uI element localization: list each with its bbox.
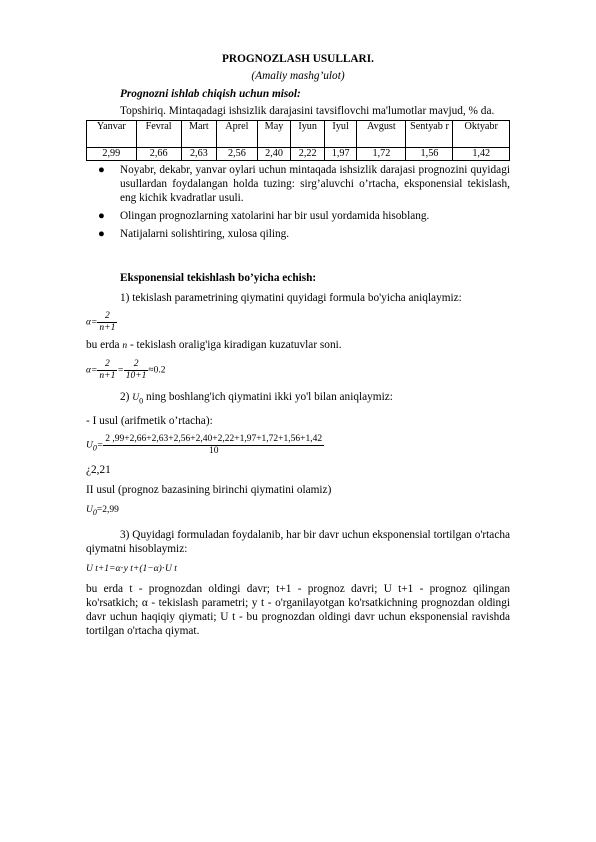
- fraction-denominator: n+1: [99, 323, 116, 333]
- formula-value: =2,99: [96, 505, 119, 516]
- bullet-icon: ●: [98, 210, 105, 222]
- table-header-cell: Iyun: [291, 121, 325, 148]
- fraction-numerator: 2: [124, 359, 149, 371]
- table-header-cell: May: [257, 121, 291, 148]
- document-page: [86, 52, 510, 638]
- fraction: [97, 311, 117, 334]
- step-text: 2): [120, 391, 133, 403]
- list-item-text: Olingan prognozlarning xatolarini har bir usul yordamida hisoblang.: [120, 210, 430, 222]
- table-cell: 1,56: [406, 148, 453, 161]
- table-cell: 1,42: [453, 148, 510, 161]
- task-list: [86, 163, 510, 241]
- u-subscript: 0: [92, 508, 97, 518]
- note-text: - tekislash oralig'iga kiradigan kuzatuvlar soni.: [127, 339, 342, 351]
- u0-formula: [86, 434, 426, 457]
- table-cell: 1,97: [324, 148, 356, 161]
- step-one: 1) tekislash parametrining qiymatini quyidagi formula bo'yicha aniqlaymiz:: [120, 292, 462, 304]
- table-cell: 2,22: [291, 148, 325, 161]
- u-subscript: 0: [139, 396, 144, 406]
- task-text: Topshiriq. Mintaqadagi ishsizlik darajasini tavsiflovchi ma'lumotlar mavjud, % da.: [120, 105, 495, 117]
- table-cell: 2,66: [136, 148, 181, 161]
- table-header-cell: Yanvar: [87, 121, 137, 148]
- fraction: [124, 359, 149, 382]
- method-one: - I usul (arifmetik o’rtacha):: [86, 415, 213, 428]
- step-text: ning boshlang'ich qiymatini ikki yo'l bilan aniqlaymiz:: [143, 391, 393, 403]
- fraction-denominator: n+1: [99, 371, 116, 381]
- table-header-cell: Mart: [181, 121, 216, 148]
- table-cell: 2,56: [217, 148, 258, 161]
- n-symbol: n: [122, 341, 128, 351]
- bullet-icon: ●: [98, 228, 105, 240]
- unemployment-table: [86, 120, 510, 161]
- list-item: [98, 163, 510, 205]
- list-item-text: Noyabr, dekabr, yanvar oylari uchun mintaqada ishsizlik darajasi prognozini quyidagi usullardan foydalangan holda tuzing: sirg’aluvchi o’rtacha, eksponensial tekislash, eng kichik kvadratlar usuli.: [120, 164, 510, 204]
- alpha-calculation: [86, 359, 510, 382]
- fraction: [103, 434, 324, 457]
- step-three: 3) Quyidagi formuladan foydalanib, har bir davr uchun eksponensial tortilgan o'rtacha qiymatni hisoblaymiz:: [86, 529, 510, 556]
- formula-explanation: bu erda t - prognozdan oldingi davr; t+1 - prognoz davri; U t+1 - prognoz qilingan ko'rsatkich; α - tekislash parametri; y t - o'rganilayotgan ko'rsatkichning prognozdan oldingi davr uchun haqiqiy qiymati; U t - bu prognozdan oldingi davr uchun eksponensial ravishda tortilgan o'rtacha qiymat.: [86, 583, 510, 638]
- table-header-cell: Sentyab r: [406, 121, 453, 148]
- table-row: [87, 148, 510, 161]
- n-note: [86, 338, 510, 353]
- fraction-numerator: 2 ,99+2,66+2,63+2,56+2,40+2,22+1,97+1,72+1,56+1,42: [105, 434, 323, 445]
- u-subscript: 0: [92, 443, 97, 453]
- fraction-denominator: 10+1: [125, 371, 147, 381]
- list-item: [98, 227, 510, 241]
- table-cell: 2,99: [87, 148, 137, 161]
- fraction-numerator: 2: [97, 311, 117, 323]
- solution-heading: Eksponensial tekishlash bo’yicha echish:: [120, 272, 317, 284]
- fraction-denominator: 10: [208, 446, 219, 457]
- equals-sign: =: [117, 365, 124, 376]
- alpha-formula: [86, 311, 510, 334]
- table-header-cell: Aprel: [217, 121, 258, 148]
- u0-result: ¿2,21: [86, 464, 111, 477]
- table-header-cell: Oktyabr: [453, 121, 510, 148]
- example-heading: Prognozni ishlab chiqish uchun misol:: [120, 88, 301, 100]
- table-header-cell: Iyul: [324, 121, 356, 148]
- table-cell: 2,40: [257, 148, 291, 161]
- fraction: [97, 359, 117, 382]
- formula-lhs: α=: [86, 365, 98, 376]
- bullet-icon: ●: [98, 164, 105, 176]
- method-two: II usul (prognoz bazasining birinchi qiymatini olamiz): [86, 484, 332, 497]
- u-symbol: U: [86, 440, 93, 451]
- list-item-text: Natijalarni solishtiring, xulosa qiling.: [120, 228, 290, 240]
- fraction-numerator: 2: [97, 359, 117, 371]
- formula-lhs: α=: [86, 317, 98, 328]
- equals-sign: =: [96, 440, 104, 451]
- table-header-row: [87, 121, 510, 148]
- table-cell: 2,63: [181, 148, 216, 161]
- u-symbol: U: [132, 393, 140, 403]
- table-header-cell: Fevral: [136, 121, 181, 148]
- table-header-cell: Avgust: [357, 121, 406, 148]
- u0-second-formula: [86, 503, 510, 520]
- formula-result: ≈0.2: [148, 365, 166, 376]
- step-two: [86, 390, 510, 408]
- list-item: [98, 209, 510, 223]
- ut-formula: U t+1=α⋅y t+(1−α)⋅U t: [86, 564, 177, 575]
- page-title: PROGNOZLASH USULLARI.: [222, 53, 374, 65]
- u-symbol: U: [86, 505, 93, 516]
- page-subtitle: (Amaliy mashg’ulot): [251, 70, 345, 82]
- table-cell: 1,72: [357, 148, 406, 161]
- note-text: bu erda: [86, 339, 123, 351]
